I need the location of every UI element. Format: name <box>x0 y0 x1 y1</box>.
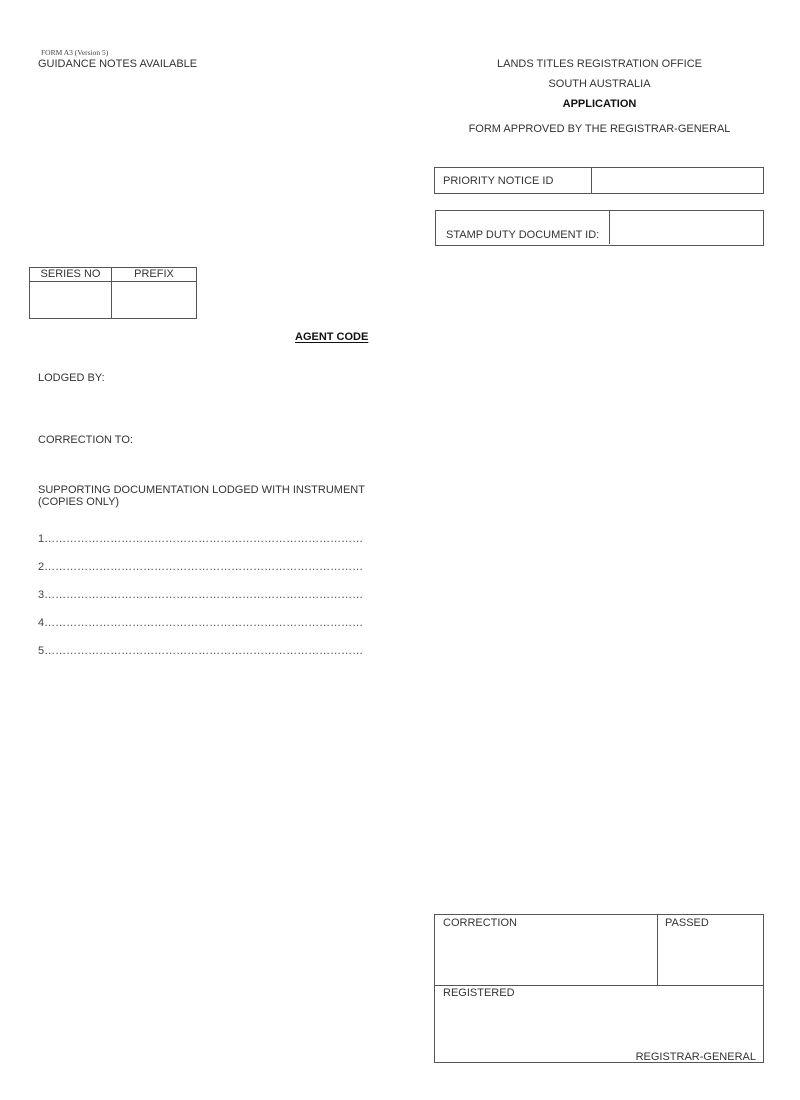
item-number: 2 <box>38 561 45 573</box>
stamp-duty-box <box>435 210 764 246</box>
supporting-doc-item-5[interactable] <box>38 641 364 659</box>
priority-notice-field[interactable] <box>592 168 764 193</box>
form-title: APPLICATION <box>562 98 637 110</box>
supporting-doc-item-3[interactable] <box>38 585 368 603</box>
item-number: 1 <box>38 533 45 545</box>
stamp-duty-field[interactable] <box>610 211 762 244</box>
form-approval: FORM APPROVED BY THE REGISTRAR-GENERAL <box>468 123 731 135</box>
priority-notice-label: PRIORITY NOTICE ID <box>443 175 554 187</box>
guidance-notes-label: GUIDANCE NOTES AVAILABLE <box>38 58 198 70</box>
item-number: 3 <box>38 589 45 601</box>
item-number: 4 <box>38 617 45 629</box>
item-dotted-line: …………………………………………………………………………… <box>44 561 364 573</box>
supporting-docs-heading: SUPPORTING DOCUMENTATION LODGED WITH INSTRUMENT <box>38 484 365 496</box>
item-number: 5 <box>38 645 45 657</box>
item-dotted-line: …………………………………………………………………………… <box>44 645 364 657</box>
agent-code-label: AGENT CODE <box>295 331 369 343</box>
series-no-header: SERIES NO <box>40 268 101 280</box>
item-dotted-line: …………………………………………………………………………… <box>44 533 364 545</box>
series-prefix-table <box>29 267 197 319</box>
item-dotted-line: …………………………………………………………………………… <box>44 589 364 601</box>
registered-label: REGISTERED <box>443 987 515 999</box>
divider <box>435 985 763 986</box>
priority-notice-box <box>434 167 764 194</box>
prefix-field[interactable] <box>112 282 196 318</box>
supporting-doc-item-2[interactable] <box>38 557 364 575</box>
supporting-doc-item-4[interactable] <box>38 613 364 631</box>
series-no-field[interactable] <box>30 282 111 318</box>
divider <box>657 915 658 985</box>
lodged-by-label: LODGED BY: <box>38 372 105 384</box>
office-use-box <box>434 914 764 1063</box>
registrar-general-label: REGISTRAR-GENERAL <box>635 1051 756 1063</box>
state-name: SOUTH AUSTRALIA <box>548 78 651 90</box>
supporting-docs-subheading: (COPIES ONLY) <box>38 496 120 508</box>
supporting-doc-item-1[interactable] <box>38 529 368 547</box>
prefix-header: PREFIX <box>134 268 174 280</box>
item-dotted-line: …………………………………………………………………………… <box>44 617 364 629</box>
stamp-duty-label: STAMP DUTY DOCUMENT ID: <box>446 229 600 241</box>
form-version: FORM A3 (Version 5) <box>41 48 109 57</box>
office-name: LANDS TITLES REGISTRATION OFFICE <box>497 58 702 70</box>
correction-label: CORRECTION <box>443 917 517 929</box>
correction-to-label: CORRECTION TO: <box>38 434 133 446</box>
passed-label: PASSED <box>665 917 709 929</box>
